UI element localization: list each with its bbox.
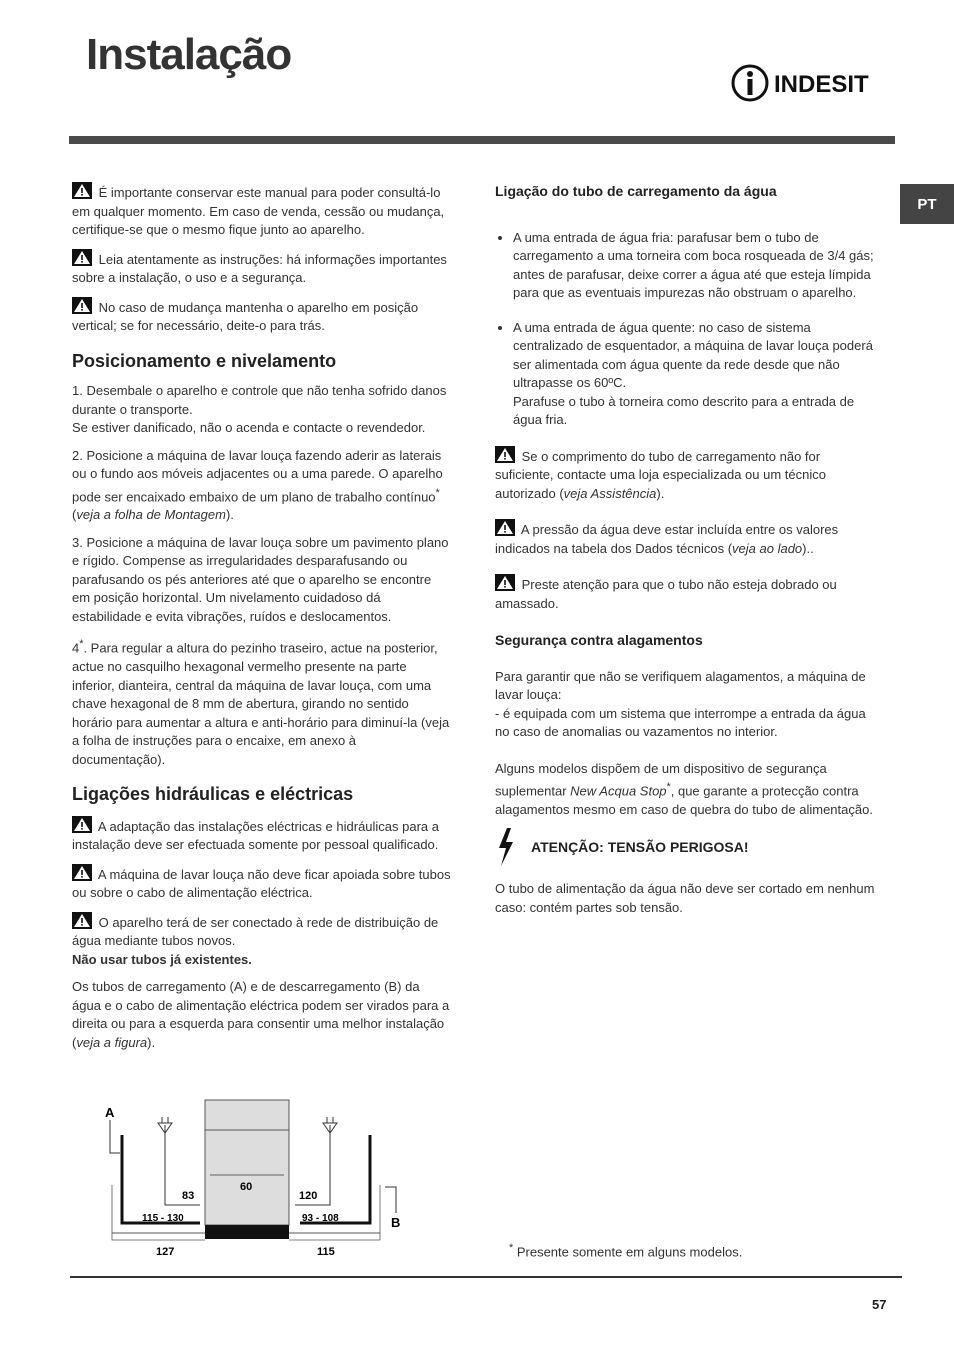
reference-text: veja ao lado (732, 540, 803, 556)
reference-text: veja a figura (76, 1034, 148, 1050)
indesit-logo (730, 62, 880, 104)
list-item (513, 319, 880, 430)
warning-icon (495, 446, 515, 463)
warning-text: A máquina de lavar louça não deve ficar apoiada sobre tubos ou sobre o cabo de alimentação eléctrica. (72, 866, 451, 901)
warning-paragraph (495, 574, 880, 613)
footnote (509, 1242, 742, 1259)
warning-icon (72, 912, 92, 929)
dim-115: 115 (317, 1246, 335, 1258)
reference-text: veja a folha de Montagem (76, 507, 226, 523)
dim-93-108: 93 - 108 (302, 1213, 339, 1224)
header-rule (69, 136, 895, 144)
appliance-body (205, 1100, 289, 1225)
paragraph (72, 978, 452, 1052)
warning-text: Leia atentamente as instruções: há informações importantes sobre a instalação, o uso e a segurança. (72, 251, 447, 285)
left-bracket (122, 1135, 200, 1223)
step-1-text: 1. Desembale o aparelho e controle que não tenha sofrido danos durante o transporte. (72, 383, 447, 417)
step-4-number: 4 (72, 640, 80, 656)
warning-paragraph (72, 249, 452, 288)
paragraph (495, 760, 880, 820)
paragraph (72, 382, 452, 438)
warning-paragraph (72, 912, 452, 970)
closing-text: ). (147, 1034, 156, 1050)
step-4-text: . Para regular a altura do pezinho traseiro, actue na posterior, actue no casquilho hexagonal vermelho presente na parte inferior, dianteira, central da máquina de lavar louça, com uma chave hexagonal de 8 mm de abertura, girando no sentido horário para aumentar a altura e anti-horário para diminuí-la (veja a folha de instruções para o encaixe, em anexo à documentação). (72, 640, 450, 767)
paragraph: 2. Posicione a máquina de lavar louça fazendo aderir as laterais ou o fundo aos móveis adjacentes ou a uma parede. O aparelho pode ser encaixado embaixo de um plano de trabalho contínuo* (veja a folha de Montagem). (72, 447, 443, 523)
section-heading-flood-safety: Segurança contra alagamentos (495, 632, 703, 648)
bullet-list (495, 229, 880, 430)
section-heading-connections: Ligações hidráulicas e eléctricas (72, 784, 354, 805)
page-number: 57 (872, 1297, 887, 1312)
dim-60: 60 (240, 1181, 253, 1193)
warning-paragraph (72, 864, 452, 903)
footnote-star: * (509, 1242, 514, 1254)
right-bracket (300, 1135, 370, 1223)
right-column (495, 182, 880, 926)
warning-icon (495, 519, 515, 536)
footnote-star: * (79, 638, 84, 651)
warning-text: Se o comprimento do tubo de carregamento não for suficiente, contacte uma loja especializada ou um técnico autorizado ( (495, 448, 826, 501)
paragraph (72, 635, 452, 769)
hot-water-note: Parafuse o tubo à torneira como descrito para a entrada de água fria. (513, 393, 855, 427)
danger-callout (495, 828, 880, 866)
warning-text: O aparelho terá de ser conectado à rede de distribuição de água mediante tubos novos. (72, 914, 439, 949)
page-title: Instalação (86, 30, 292, 79)
reference-text: New Acqua Stop (570, 783, 667, 799)
hose-warning-text: O tubo de alimentação da água não deve ser cortado em nenhum caso: contém partes sob tensão. (495, 881, 875, 915)
step-1-note: Se estiver danificado, não o acenda e contacte o revendedor. (72, 420, 426, 435)
list-item: • A uma entrada de água fria: parafusar bem o tubo de carregamento a uma torneira com boca rosqueada de 3/4 gás; antes de parafusar, deixe correr a água até que esteja límpida para que as eventuais impurezas não obstruam o aparelho. (513, 229, 880, 303)
warning-icon (72, 249, 92, 266)
step-2-text: 2. Posicione a máquina de lavar louça fazendo aderir as laterais ou o fundo aos móveis adjacentes ou a uma parede. O aparelho pode ser encaixado embaixo de um plano de trabalho contínuo (72, 447, 443, 504)
warning-paragraph (72, 816, 452, 855)
acqua-stop-end: , que garante a protecção contra alagamentos mesmo em caso de quebra do tubo de alimentação. (495, 783, 873, 817)
warning-paragraph (495, 446, 880, 504)
warning-text: É importante conservar este manual para poder consultá-lo em qualquer momento. Em caso de venda, cessão ou mudança, certifique-se que o mesmo fique junto ao aparelho. (72, 185, 445, 237)
warning-icon (72, 864, 92, 881)
hot-water-text: A uma entrada de água quente: no caso de sistema centralizado de esquentador, a máquina de lavar louça poderá ser alimentada com água quente da rede desde que não ultrapasse os 60ºC. (513, 319, 873, 390)
paragraph (495, 668, 880, 742)
warning-bold-text: Não usar tubos já existentes. (72, 951, 252, 967)
dim-120: 120 (299, 1190, 318, 1202)
warning-paragraph (72, 297, 452, 336)
warning-paragraph (72, 182, 452, 240)
appliance-base (205, 1225, 289, 1239)
warning-text: A pressão da água deve estar incluída entre os valores indicados na tabela dos Dados técnicos ( (495, 522, 839, 556)
lightning-icon (495, 828, 517, 866)
dim-83: 83 (182, 1190, 195, 1202)
language-tab: PT (900, 184, 954, 224)
footnote-star: * (666, 781, 671, 793)
warning-text: A adaptação das instalações eléctricas e hidráulicas para a instalação deve ser efectuada somente por pessoal qualificado. (72, 818, 440, 853)
dim-115-130: 115 - 130 (142, 1213, 184, 1224)
left-column (72, 182, 452, 1061)
warning-icon (72, 816, 92, 833)
warning-text: Preste atenção para que o tubo não esteja dobrado ou amassado. (495, 577, 837, 611)
label-a: A (105, 1105, 115, 1120)
tubes-text: Os tubos de carregamento (A) e de descarregamento (B) da água e o cabo de alimentação eléctrica podem ser virados para a direita ou para a esquerda para consentir uma melhor instalação ( (72, 979, 450, 1050)
reference-text: veja Assistência (563, 485, 657, 501)
warning-text: No caso de mudança mantenha o aparelho em posição vertical; se for necessário, deite-o para trás. (72, 299, 419, 333)
closing-text: ).. (802, 540, 814, 556)
dim-127: 127 (156, 1246, 175, 1258)
section-heading-positioning: Posicionamento e nivelamento (72, 350, 337, 371)
warning-icon (72, 182, 92, 199)
warning-icon (72, 297, 92, 314)
svg-text:INDESIT: INDESIT (774, 71, 869, 98)
closing-text: ). (656, 485, 665, 501)
danger-text: ATENÇÃO: TENSÃO PERIGOSA! (531, 839, 749, 856)
footnote-star: * (435, 486, 440, 499)
warning-icon (495, 574, 515, 591)
warning-paragraph (495, 519, 880, 558)
acqua-stop-text: Alguns modelos dispõem de um dispositivo de segurança suplementar (495, 760, 827, 799)
footer-rule (70, 1276, 902, 1278)
flood-text: Para garantir que não se verifiquem alagamentos, a máquina de lavar louça: (495, 668, 866, 702)
flood-text-2: - é equipada com um sistema que interrompe a entrada da água no caso de anomalias ou vazamentos no interior. (495, 705, 866, 739)
installation-diagram (100, 1095, 420, 1265)
section-heading-water-hose: Ligação do tubo de carregamento da água (495, 183, 777, 199)
footnote-text: Presente somente em alguns modelos. (516, 1244, 743, 1260)
step-3-text: 3. Posicione a máquina de lavar louça sobre um pavimento plano e rígido. Compense as irregularidades desparafusando ou parafusando os pés anteriores até que o aparelho se encontre em posição horizontal. Um nivelamento cuidadoso dá estabilidade e evita vibrações, ruídos e deslocamentos. (72, 534, 449, 624)
label-b: B (391, 1215, 401, 1230)
